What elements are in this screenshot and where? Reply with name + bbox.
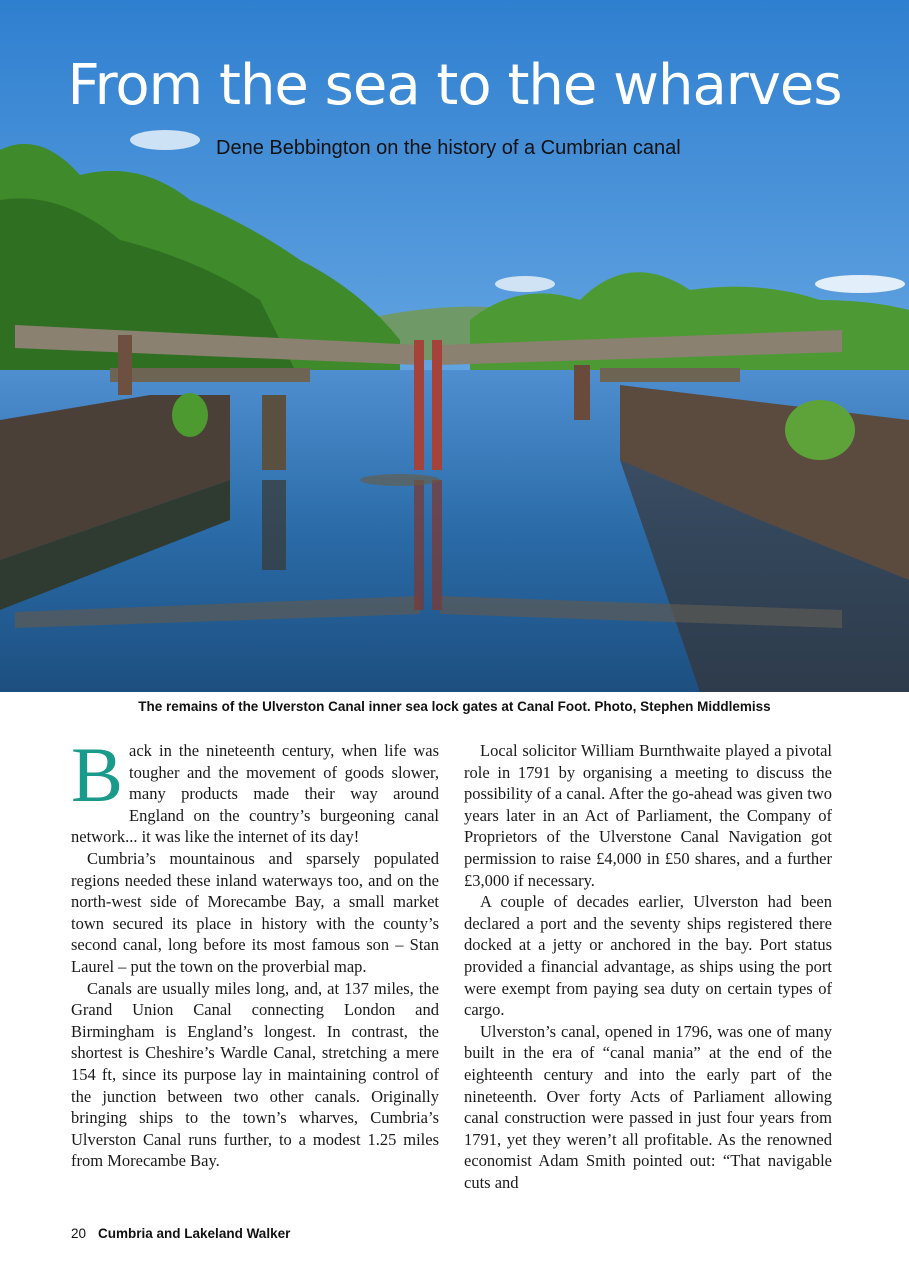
page-number: 20 xyxy=(71,1226,87,1241)
body-column-left xyxy=(71,731,439,1172)
magazine-name: Cumbria and Lakeland Walker xyxy=(98,1226,291,1241)
photo-caption: The remains of the Ulverston Canal inner sea lock gates at Canal Foot. Photo, Stephen Middlemiss xyxy=(138,699,771,714)
article-standfirst: Dene Bebbington on the history of a Cumbrian canal xyxy=(216,137,681,159)
body-paragraph: Back in the nineteenth century, when life was tougher and the movement of goods slower, many products made their way around England on the country’s burgeoning canal network... it was like the internet of its day! xyxy=(71,731,439,847)
body-paragraph: Local solicitor William Burnthwaite played a pivotal role in 1791 by organising a meeting to discuss the possibility of a canal. After the go-ahead was given two years later in an Act of Parliament, the Company of Proprietors of the Ulverstone Canal Navigation got permission to raise £4,000 in £50 shares, and a further £3,000 if necessary. xyxy=(464,741,832,890)
body-column-right xyxy=(464,740,832,1193)
body-paragraph: Cumbria’s mountainous and sparsely populated regions needed these inland waterways too, and on the north-west side of Morecambe Bay, a small market town secured its place in history with the county’s second canal, long before its most famous son – Stan Laurel – put the town on the proverbial map. xyxy=(71,848,439,976)
drop-cap: B xyxy=(71,731,124,818)
body-paragraph: Canals are usually miles long, and, at 137 miles, the Grand Union Canal connecting London and Birmingham is England’s longest. In contrast, the shortest is Cheshire’s Wardle Canal, stretching a mere 154 ft, since its purpose lay in maintaining control of the junction between two other canals. Originally bringing ships to the town’s wharves, Cumbria’s Ulverston Canal runs further, to a modest 1.25 miles from Morecambe Bay. xyxy=(71,978,439,1171)
article-title: From the sea to the wharves xyxy=(67,53,842,118)
body-paragraph: A couple of decades earlier, Ulverston had been declared a port and the seventy ships registered there docked at a jetty or anchored in the bay. Port status provided a financial advantage, as ships using the port were exempt from paying sea duty on certain types of cargo. xyxy=(464,892,832,1020)
body-paragraph: Ulverston’s canal, opened in 1796, was one of many built in the era of “canal mania” at the end of the eighteenth century and into the early part of the nineteenth. Over forty Acts of Parliament allowing canal construction were passed in just four years from 1791, yet they weren’t all profitable. As the renowned economist Adam Smith pointed out: “That navigable cuts and xyxy=(464,1021,832,1192)
page-footer xyxy=(71,1226,290,1241)
